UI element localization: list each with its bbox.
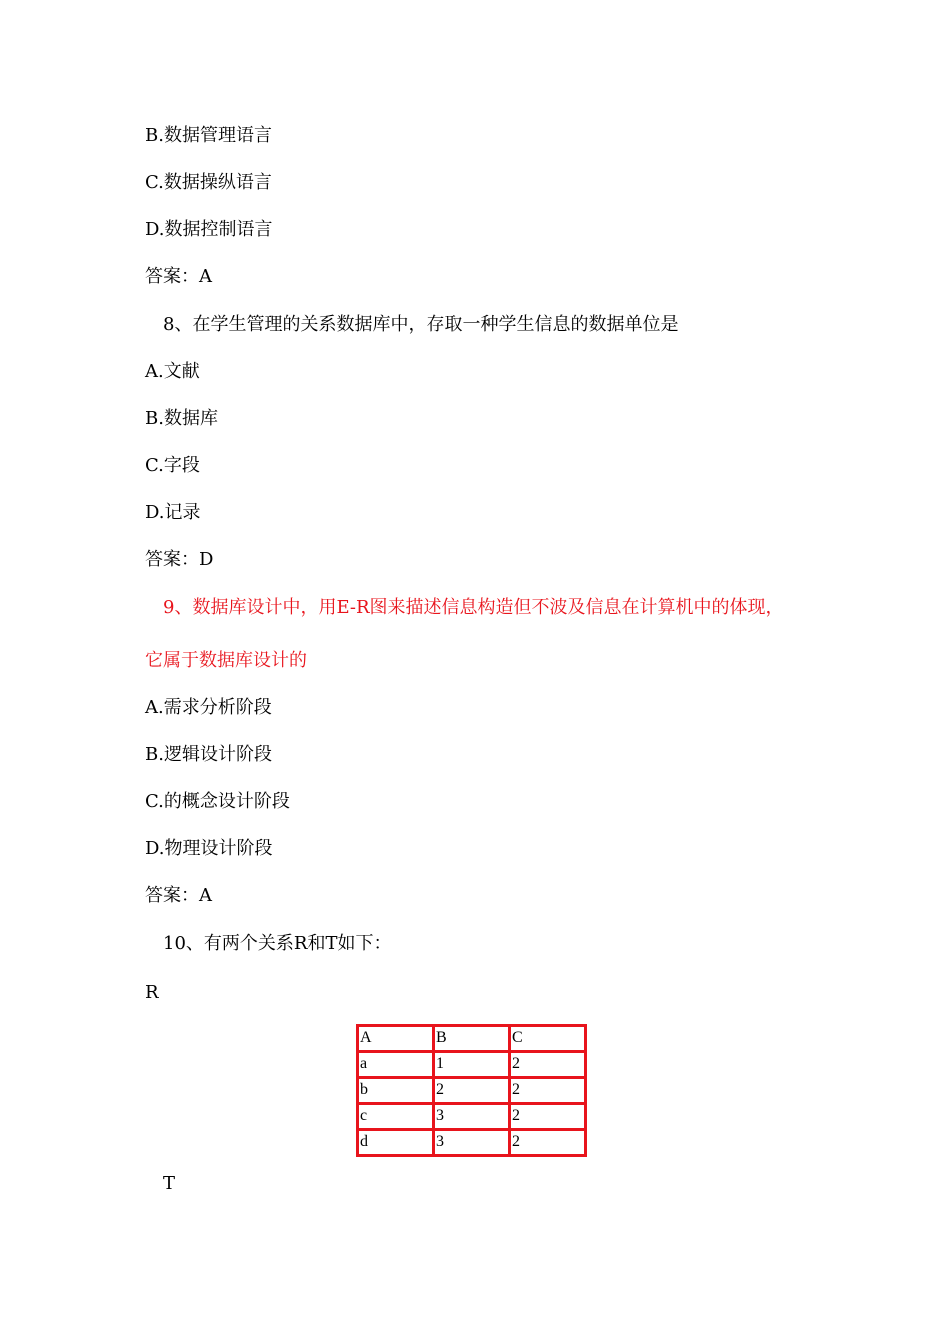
table-cell: c (358, 1104, 434, 1130)
relation-r-label: R (145, 982, 159, 1003)
q9-option-d: D.物理设计阶段 (145, 838, 273, 859)
table-header-cell: B (434, 1026, 510, 1052)
table-cell: 2 (434, 1078, 510, 1104)
q9-option-c: C.的概念设计阶段 (145, 791, 290, 812)
q8-option-d: D.记录 (145, 502, 201, 523)
q9-option-a: A.需求分析阶段 (145, 697, 272, 718)
table-cell: b (358, 1078, 434, 1104)
q10-question: 10、有两个关系R和T如下： (163, 933, 392, 954)
table-cell: 3 (434, 1130, 510, 1156)
q9-question-line1: 9、数据库设计中，用E-R图来描述信息构造但不波及信息在计算机中的体现， (163, 597, 784, 618)
table-header-row (358, 1026, 586, 1052)
table-row (358, 1052, 586, 1078)
table-cell: 1 (434, 1052, 510, 1078)
table-row (358, 1130, 586, 1156)
table-cell: 2 (510, 1052, 586, 1078)
q9-question-line2: 它属于数据库设计的 (145, 650, 307, 671)
relation-r-table (356, 1024, 587, 1157)
q7-answer: 答案：A (145, 266, 212, 287)
table-cell: 2 (510, 1078, 586, 1104)
q7-option-d: D.数据控制语言 (145, 219, 273, 240)
table-cell: 2 (510, 1130, 586, 1156)
table-cell: d (358, 1130, 434, 1156)
q8-option-c: C.字段 (145, 455, 200, 476)
table-row (358, 1104, 586, 1130)
q8-option-a: A.文献 (145, 361, 200, 382)
table-cell: 2 (510, 1104, 586, 1130)
table-row (358, 1078, 586, 1104)
table-header-cell: C (510, 1026, 586, 1052)
table-cell: 3 (434, 1104, 510, 1130)
q7-option-b: B.数据管理语言 (145, 125, 272, 146)
table-header-cell: A (358, 1026, 434, 1052)
table-cell: a (358, 1052, 434, 1078)
q9-option-b: B.逻辑设计阶段 (145, 744, 272, 765)
q9-answer: 答案：A (145, 885, 212, 906)
relation-t-label: T (163, 1173, 176, 1194)
q8-question: 8、在学生管理的关系数据库中，存取一种学生信息的数据单位是 (163, 314, 679, 335)
q8-option-b: B.数据库 (145, 408, 218, 429)
q7-option-c: C.数据操纵语言 (145, 172, 272, 193)
q8-answer: 答案：D (145, 549, 214, 570)
